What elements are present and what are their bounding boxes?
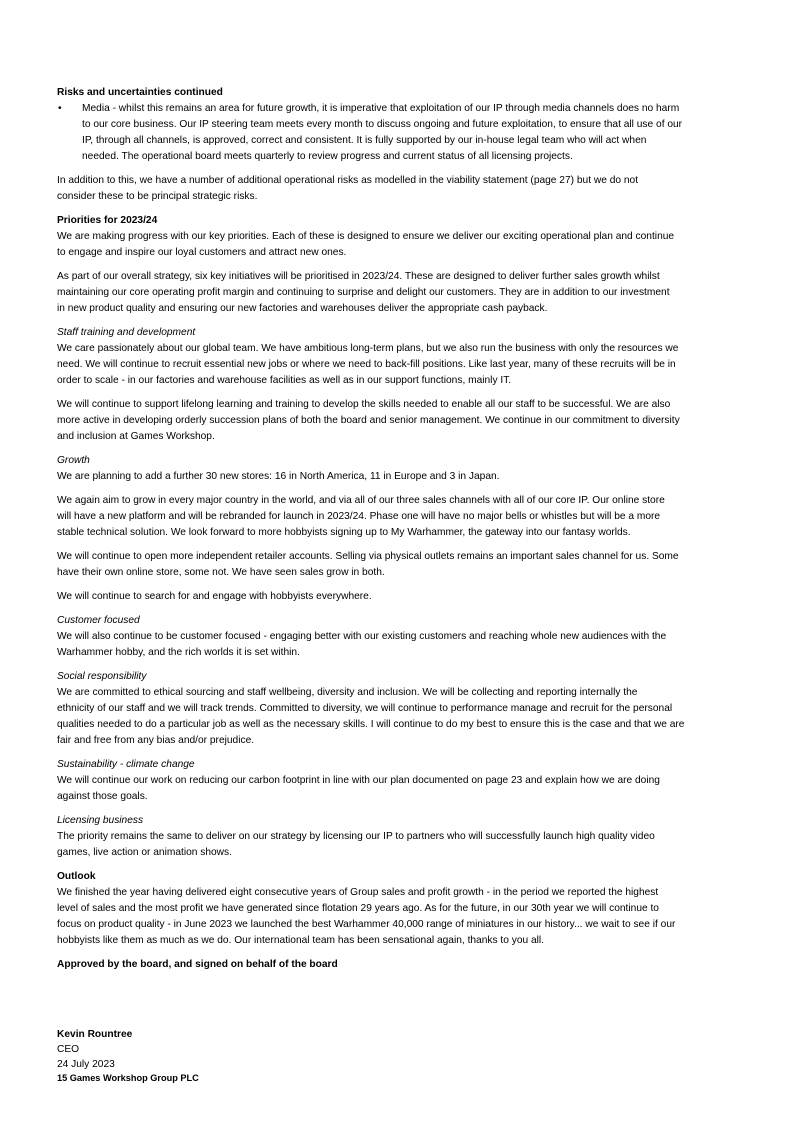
text-line: Staff training and development bbox=[57, 327, 196, 338]
text-line: games, live action or animation shows. bbox=[57, 847, 232, 858]
subsection-heading bbox=[57, 669, 757, 685]
text-line: Media - whilst this remains an area for future growth, it is imperative that exploitation of our IP through media channels does no harm bbox=[82, 103, 680, 114]
section-heading bbox=[57, 869, 757, 885]
text-line: and inclusion at Games Workshop. bbox=[57, 431, 215, 442]
text-line: order to scale - in our factories and warehouse facilities as well as in our support functions, mainly IT. bbox=[57, 375, 512, 386]
text-line: level of sales and the most profit we have generated since flotation 29 years ago. As for the future, in our 30th year we will continue to bbox=[57, 903, 659, 914]
bullet-item bbox=[57, 101, 757, 165]
text-line: qualities needed to do a particular job as well as the necessary skills. I will continue to do my best to ensure this is the case and that we are bbox=[57, 719, 685, 730]
text-line: stable technical solution. We look forward to more hobbyists signing up to My Warhammer, the gateway into our fantasy worlds. bbox=[57, 527, 631, 538]
section-heading bbox=[57, 85, 757, 101]
text-line: maintaining our core operating profit margin and continuing to surprise and delight our customers. They are in addition to our investment bbox=[57, 287, 670, 298]
text-line: hobbyists like them as much as we do. Our international team has been sensational again, thanks to you all. bbox=[57, 935, 545, 946]
paragraph bbox=[57, 589, 757, 605]
text-line: Sustainability - climate change bbox=[57, 759, 195, 770]
subsection-heading bbox=[57, 453, 757, 469]
text-line: We care passionately about our global team. We have ambitious long-term plans, but we also run the business with only the resources we bbox=[57, 343, 679, 354]
paragraph bbox=[57, 397, 757, 445]
signature-date: 24 July 2023 bbox=[57, 1059, 115, 1070]
text-line: have their own online store, some not. We have seen sales grow in both. bbox=[57, 567, 385, 578]
text-line: Priorities for 2023/24 bbox=[57, 215, 158, 226]
text-line: We will continue our work on reducing our carbon footprint in line with our plan documented on page 23 and explain how we are doing bbox=[57, 775, 660, 786]
page-footer: 15 Games Workshop Group PLC bbox=[57, 1073, 199, 1083]
signatory-name: Kevin Rountree bbox=[57, 1029, 133, 1040]
signatory-role: CEO bbox=[57, 1044, 80, 1055]
text-line: to engage and inspire our loyal customers and attract new ones. bbox=[57, 247, 347, 258]
signature-block bbox=[57, 1027, 199, 1085]
paragraph bbox=[57, 341, 757, 389]
subsection-heading bbox=[57, 613, 757, 629]
document-body bbox=[57, 85, 757, 981]
text-line: focus on product quality - in June 2023 we launched the best Warhammer 40,000 range of miniatures in our history... we wait to see if our bbox=[57, 919, 676, 930]
paragraph bbox=[57, 269, 757, 317]
text-line: Customer focused bbox=[57, 615, 140, 626]
text-line: ethnicity of our staff and we will track trends. Committed to diversity, we will continue to performance manage and recruit for the personal bbox=[57, 703, 673, 714]
subsection-heading bbox=[57, 325, 757, 341]
text-line: IP, through all channels, is approved, correct and consistent. It is fully supported by our in-house legal team who will act when bbox=[82, 135, 647, 146]
text-line: We finished the year having delivered eight consecutive years of Group sales and profit growth - in the period we reported the highest bbox=[57, 887, 659, 898]
text-line: We will continue to support lifelong learning and training to develop the skills needed to enable all our staff to be successful. We are also bbox=[57, 399, 671, 410]
text-line: fair and free from any bias and/or prejudice. bbox=[57, 735, 255, 746]
text-line: Licensing business bbox=[57, 815, 144, 826]
bullet-icon: • bbox=[58, 103, 62, 114]
paragraph bbox=[57, 229, 757, 261]
text-line: Growth bbox=[57, 455, 90, 466]
text-line: Risks and uncertainties continued bbox=[57, 87, 223, 98]
paragraph bbox=[57, 173, 757, 205]
text-line: to our core business. Our IP steering team meets every month to discuss ongoing and future exploitation, to ensure that all use of our bbox=[82, 119, 683, 130]
text-line: consider these to be principal strategic risks. bbox=[57, 191, 258, 202]
text-line: We are committed to ethical sourcing and staff wellbeing, diversity and inclusion. We will be collecting and reporting internally the bbox=[57, 687, 638, 698]
text-line: In addition to this, we have a number of additional operational risks as modelled in the viability statement (page 27) but we do not bbox=[57, 175, 639, 186]
text-line: As part of our overall strategy, six key initiatives will be prioritised in 2023/24. These are designed to deliver further sales growth whilst bbox=[57, 271, 660, 282]
paragraph bbox=[57, 773, 757, 805]
subsection-heading bbox=[57, 813, 757, 829]
text-line: needed. The operational board meets quarterly to review progress and current status of all licensing projects. bbox=[82, 151, 573, 162]
section-heading bbox=[57, 213, 757, 229]
text-line: Social responsibility bbox=[57, 671, 147, 682]
paragraph bbox=[57, 885, 757, 949]
text-line: will have a new platform and will be rebranded for launch in 2023/24. Phase one will have no major bells or whistles but will be a more bbox=[57, 511, 661, 522]
text-line: We are making progress with our key priorities. Each of these is designed to ensure we deliver our exciting operational plan and continue bbox=[57, 231, 675, 242]
paragraph bbox=[57, 469, 757, 485]
text-line: need. We will continue to recruit essential new jobs or where we need to back-fill positions. Like last year, many of these recruits will be in bbox=[57, 359, 676, 370]
text-line: We will continue to search for and engage with hobbyists everywhere. bbox=[57, 591, 372, 602]
text-line: The priority remains the same to deliver on our strategy by licensing our IP to partners who will successfully launch high quality video bbox=[57, 831, 655, 842]
paragraph bbox=[57, 685, 757, 749]
text-line: Warhammer hobby, and the rich worlds it is set within. bbox=[57, 647, 300, 658]
text-line: more active in developing orderly succession plans of both the board and senior management. We continue in our commitment to diversity bbox=[57, 415, 680, 426]
text-line: Outlook bbox=[57, 871, 96, 882]
paragraph bbox=[57, 829, 757, 861]
text-line: against those goals. bbox=[57, 791, 148, 802]
text-line: Approved by the board, and signed on behalf of the board bbox=[57, 959, 338, 970]
text-line: We will continue to open more independent retailer accounts. Selling via physical outlets remains an important sales channel for us. Some bbox=[57, 551, 679, 562]
paragraph bbox=[57, 629, 757, 661]
paragraph bbox=[57, 549, 757, 581]
section-heading bbox=[57, 957, 757, 973]
text-line: We will also continue to be customer focused - engaging better with our existing customers and reaching whole new audiences with the bbox=[57, 631, 667, 642]
subsection-heading bbox=[57, 757, 757, 773]
text-line: We are planning to add a further 30 new stores: 16 in North America, 11 in Europe and 3 in Japan. bbox=[57, 471, 500, 482]
text-line: We again aim to grow in every major country in the world, and via all of our three sales channels with all of our core IP. Our online store bbox=[57, 495, 665, 506]
paragraph bbox=[57, 493, 757, 541]
text-line: in new product quality and ensuring our new factories and warehouses deliver the appropriate cash payback. bbox=[57, 303, 548, 314]
